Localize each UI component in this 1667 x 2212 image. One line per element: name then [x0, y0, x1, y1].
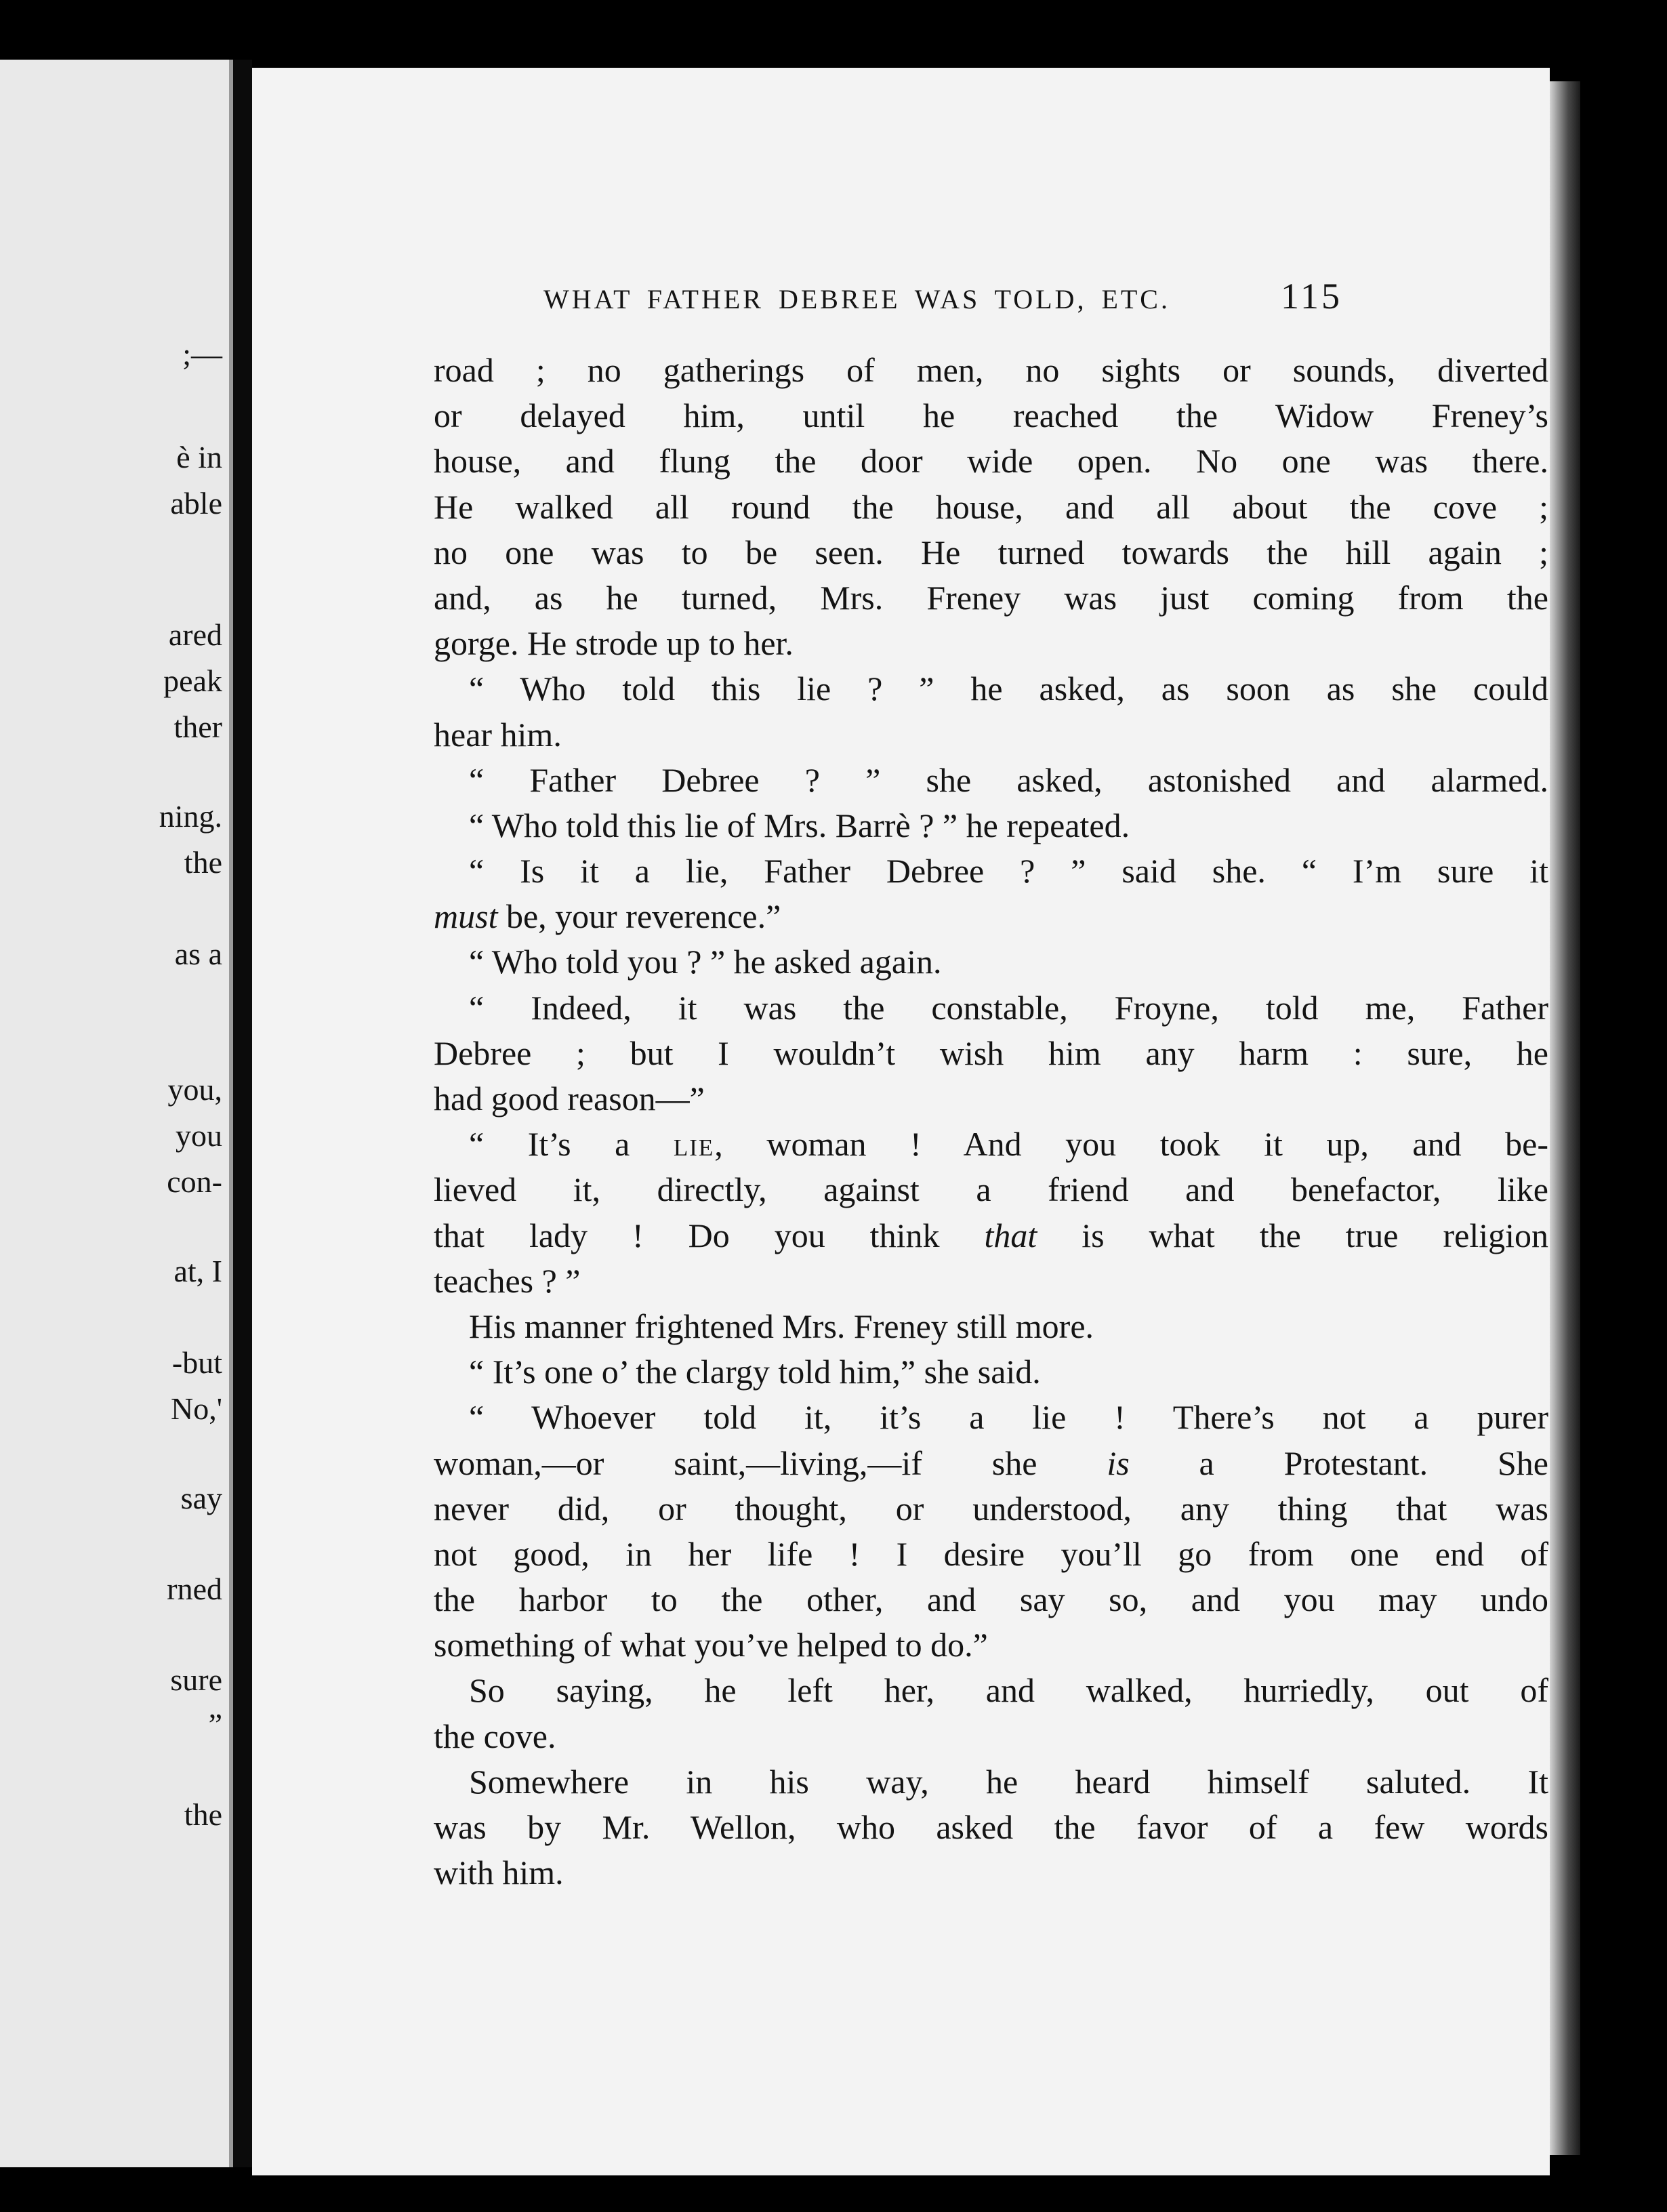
text-line: road ; no gatherings of men, no sights or sounds, diverted	[434, 351, 1548, 389]
left-page-text-fragment: you	[176, 1118, 222, 1153]
text-line: house, and flung the door wide open. No one was there.	[434, 442, 1548, 480]
left-page-text-fragment: say	[180, 1481, 222, 1515]
text-line: no one was to be seen. He turned towards the hill again ;	[434, 533, 1548, 571]
left-page-text-fragment: con-	[167, 1164, 222, 1199]
text-line: “ It’s a lie, woman ! And you took it up, and be-	[469, 1125, 1548, 1164]
text-line: with him.	[434, 1853, 564, 1892]
page-number: 115	[1281, 276, 1342, 316]
text-line: Somewhere in his way, he heard himself saluted. It	[469, 1762, 1548, 1801]
small-caps-text: lie	[673, 1125, 715, 1164]
text-line: “ Who told this lie ? ” he asked, as soon as she could	[469, 670, 1548, 708]
page-edge	[1550, 81, 1580, 2155]
left-page-text-fragment: peak	[163, 663, 222, 698]
left-page-text-fragment: ning.	[159, 799, 222, 834]
emphasis-text: must	[434, 897, 498, 936]
text-line: the harbor to the other, and say so, and you may undo	[434, 1580, 1548, 1619]
text-line: His manner frightened Mrs. Freney still more.	[469, 1307, 1094, 1345]
text-line: the cove.	[434, 1717, 556, 1755]
left-page-text-fragment: rned	[167, 1572, 222, 1606]
previous-page-fragment	[0, 60, 233, 2167]
text-line: something of what you’ve helped to do.”	[434, 1626, 988, 1664]
running-head: WHAT FATHER DEBREE WAS TOLD, ETC.	[543, 284, 1170, 314]
text-line: Debree ; but I wouldn’t wish him any harm : sure, he	[434, 1033, 1548, 1072]
left-page-text-fragment: able	[170, 486, 222, 520]
text-line: must be, your reverence.”	[434, 897, 781, 936]
text-line: hear him.	[434, 715, 562, 754]
text-line: woman,—or saint,—living,—if she is a Protestant. She	[434, 1443, 1548, 1482]
text-line: and, as he turned, Mrs. Freney was just coming from the	[434, 578, 1548, 617]
book-page	[252, 68, 1550, 2175]
left-page-text-fragment: No,'	[170, 1391, 222, 1426]
text-line: gorge. He strode up to her.	[434, 624, 794, 663]
left-page-text-fragment: ther	[173, 710, 222, 744]
left-page-text-fragment: -but	[171, 1345, 222, 1380]
text-line: “ Whoever told it, it’s a lie ! There’s not a purer	[469, 1398, 1548, 1437]
left-page-text-fragment: you,	[167, 1072, 222, 1107]
left-page-text-fragment: the	[184, 1797, 222, 1832]
text-line: “ Indeed, it was the constable, Froyne, told me, Father	[469, 988, 1548, 1027]
text-line: “ Who told this lie of Mrs. Barrè ? ” he repeated.	[469, 806, 1130, 844]
text-line: or delayed him, until he reached the Widow Freney’s	[434, 396, 1548, 435]
page-body	[434, 348, 1548, 1896]
left-page-text-fragment: ;—	[182, 337, 222, 371]
page-gutter	[233, 60, 252, 2167]
left-page-text-fragment: è in	[176, 440, 222, 474]
text-line: “ Who told you ? ” he asked again.	[469, 943, 942, 981]
emphasis-text: that	[984, 1216, 1037, 1254]
text-line: that lady ! Do you think that is what the true religion	[434, 1216, 1548, 1254]
left-page-text-fragment: ared	[168, 617, 222, 652]
text-line: He walked all round the house, and all about the cove ;	[434, 487, 1548, 526]
left-page-text-fragment: ”	[208, 1707, 222, 1742]
text-line: had good reason—”	[434, 1080, 705, 1118]
text-line: never did, or thought, or understood, any thing that was	[434, 1489, 1548, 1528]
text-line: was by Mr. Wellon, who asked the favor of a few words	[434, 1808, 1548, 1846]
text-line: So saying, he left her, and walked, hurriedly, out of	[469, 1671, 1548, 1710]
text-line: “ Is it a lie, Father Debree ? ” said she. “ I’m sure it	[469, 852, 1548, 890]
left-page-text-fragment: at, I	[173, 1254, 222, 1288]
text-line: “ It’s one o’ the clargy told him,” she said.	[469, 1353, 1041, 1391]
left-page-text-fragment: the	[184, 845, 222, 880]
text-line: lieved it, directly, against a friend and benefactor, like	[434, 1170, 1548, 1209]
text-line: teaches ? ”	[434, 1261, 581, 1300]
text-line: “ Father Debree ? ” she asked, astonished and alarmed.	[469, 760, 1548, 799]
left-page-text-fragment: sure	[170, 1662, 222, 1697]
left-page-text-fragment: as a	[174, 937, 222, 971]
text-line: not good, in her life ! I desire you’ll go from one end of	[434, 1534, 1548, 1573]
emphasis-text: is	[1107, 1443, 1130, 1482]
